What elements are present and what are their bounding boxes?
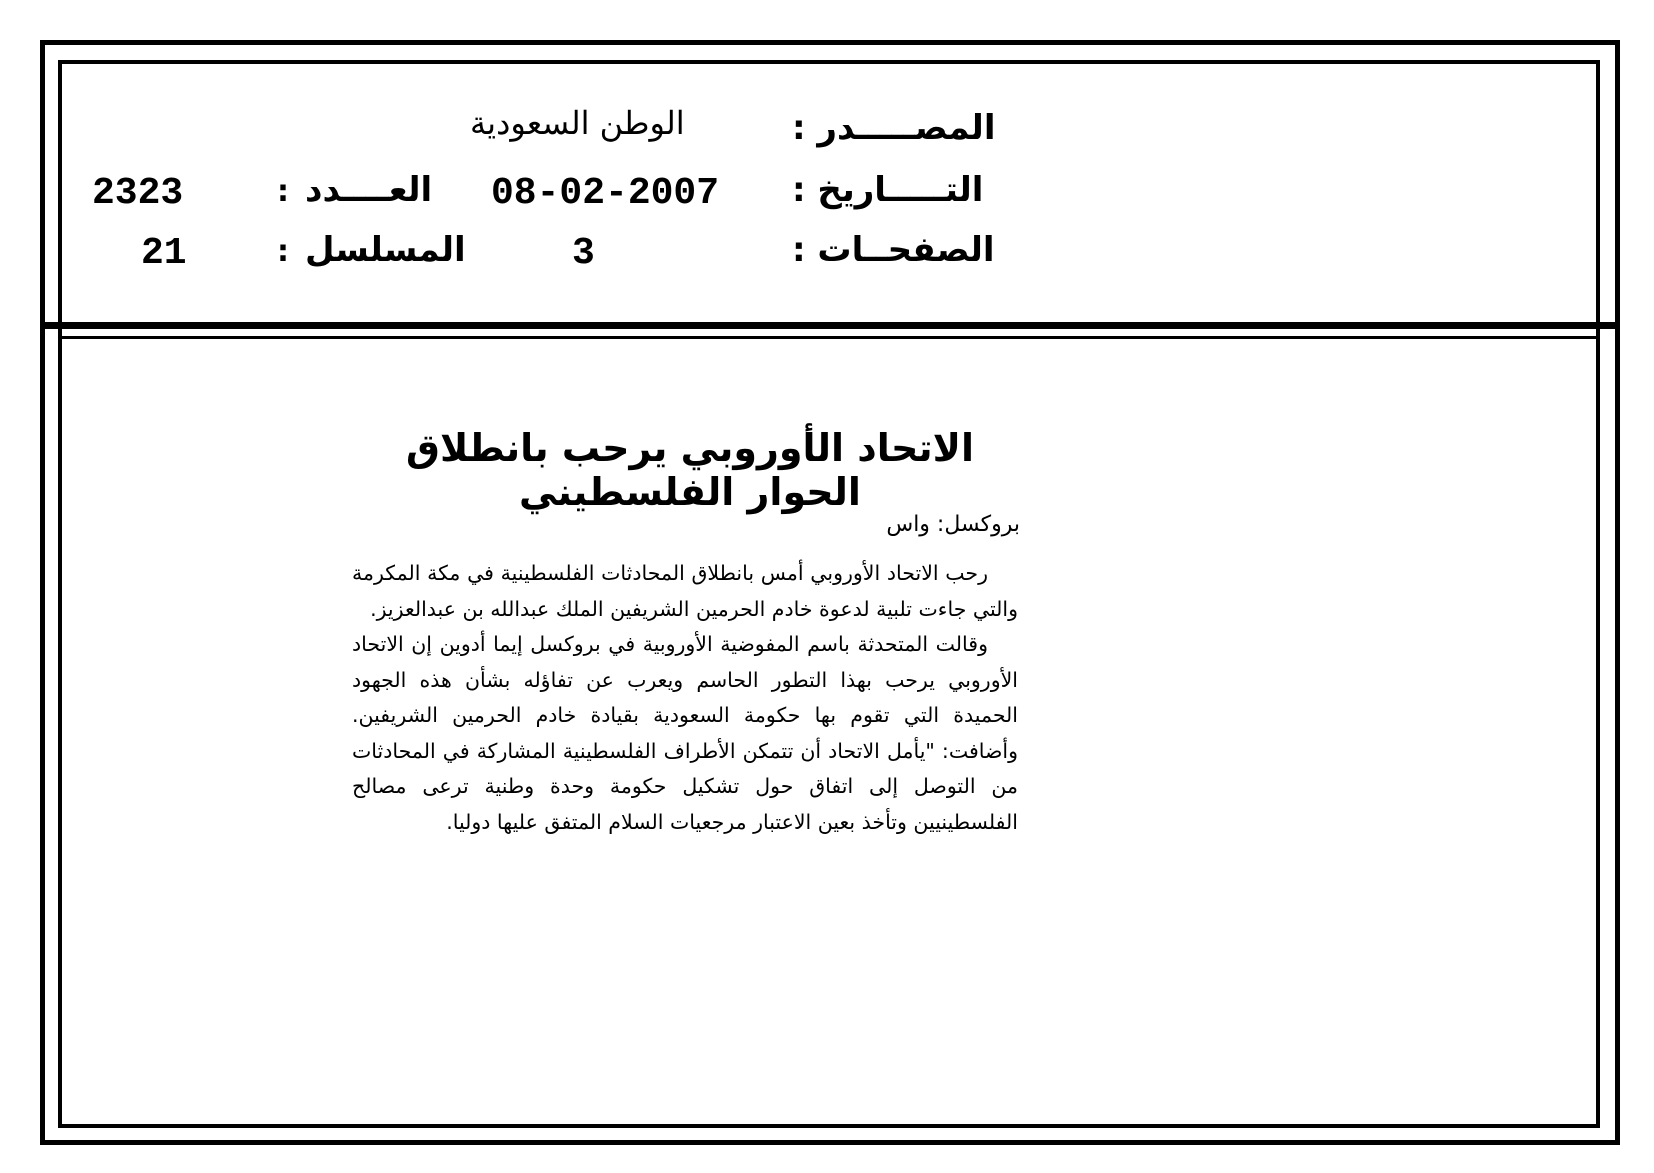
article-paragraph: رحب الاتحاد الأوروبي أمس بانطلاق المحادثات الفلسطينية في مكة المكرمة والتي جاءت تلبية لدعوة خادم الحرمين الشريفين الملك عبدالله بن عبدالعزيز. (352, 561, 1018, 621)
date-value: 08-02-2007 (491, 172, 720, 215)
article-paragraph: وقالت المتحدثة باسم المفوضية الأوروبية في بروكسل إيما أدوين إن الاتحاد الأوروبي يرحب بهذا التطور الحاسم ويعرب عن تفاؤله بشأن هذه الجهود الحميدة التي تقوم بها حكومة السعودية بقيادة خادم الحرمين الشريفين. وأضافت: "يأمل الاتحاد أن تتمكن الأطراف الفلسطينية المشاركة في المحادثات من التوصل إلى اتفاق حول تشكيل حكومة وحدة وطنية ترعى مصالح الفلسطينيين وتأخذ بعين الاعتبار مرجعيات السلام المتفق عليها دوليا. (352, 632, 1018, 834)
article-headline: الاتحاد الأوروبي يرحب بانطلاق الحوار الفلسطيني (406, 426, 974, 514)
article-body (352, 556, 1018, 840)
serial-value: 21 (141, 232, 187, 275)
issue-value: 2323 (92, 172, 184, 215)
issue-colon: : (277, 174, 289, 209)
source-value: الوطن السعودية (470, 104, 685, 142)
header-divider-thick (40, 322, 1620, 329)
date-label: التـــــاريخ : (792, 170, 984, 210)
issue-label: العــــدد (305, 170, 433, 210)
serial-colon: : (277, 234, 289, 269)
pages-value: 3 (572, 232, 595, 275)
header-divider-thin (58, 336, 1600, 339)
article-byline: بروكسل: واس (886, 512, 1020, 537)
serial-label: المسلسل (305, 230, 466, 270)
pages-label: الصفحــات : (792, 230, 995, 270)
source-label: المصـــــدر : (792, 108, 996, 148)
